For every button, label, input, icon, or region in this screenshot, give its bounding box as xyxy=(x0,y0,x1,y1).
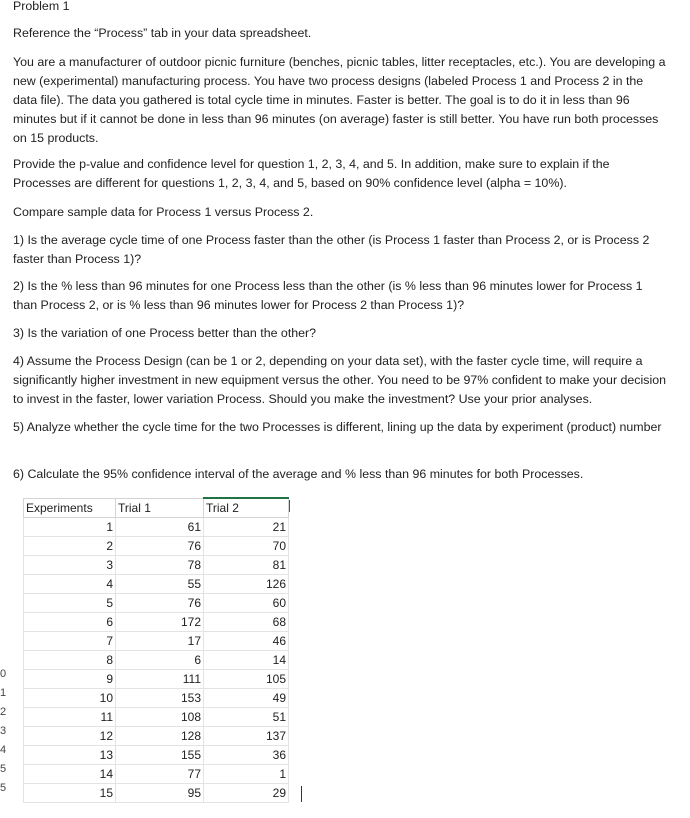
question-6: 6) Calculate the 95% confidence interval of the average and % less than 96 minutes for both Processes. xyxy=(13,467,584,481)
paragraph-instructions: Provide the p-value and confidence level for question 1, 2, 3, 4, and 5. In addition, make sure to explain if the Processes are different for questions 1, 2, 3, 4, and 5, based on 90% confidence level (alpha = 10%). xyxy=(13,157,610,190)
cell-trial-2[interactable]: 21 xyxy=(204,518,289,537)
cell-trial-1[interactable]: 76 xyxy=(116,537,204,556)
cell-trial-1[interactable]: 128 xyxy=(116,727,204,746)
table-row xyxy=(24,708,289,727)
table-row xyxy=(24,746,289,765)
cell-trial-2[interactable]: 29 xyxy=(204,784,289,803)
cell-experiment[interactable]: 13 xyxy=(24,746,116,765)
table-row xyxy=(24,784,289,803)
spreadsheet-excerpt xyxy=(0,494,313,818)
cell-experiment[interactable]: 2 xyxy=(24,537,116,556)
text-cursor xyxy=(301,786,302,802)
cell-trial-2[interactable]: 137 xyxy=(204,727,289,746)
cell-trial-2[interactable]: 49 xyxy=(204,689,289,708)
cell-experiment[interactable]: 5 xyxy=(24,594,116,613)
question-5: 5) Analyze whether the cycle time for the two Processes is different, lining up the data by experiment (product) number xyxy=(13,420,662,434)
cell-experiment[interactable]: 3 xyxy=(24,556,116,575)
problem-title: Problem 1 xyxy=(13,0,70,13)
paragraph-intro: You are a manufacturer of outdoor picnic furniture (benches, picnic tables, litter receptacles, etc.). You are developing a new (experimental) manufacturing process. You have two process designs (labeled Process 1 and Process 2 in the data file). The data you gathered is total cycle time in minutes. Faster is better. The goal is to do it in less than 96 minutes but if it cannot be done in less than 96 minutes (on average) faster is still better. You have run both processes on 15 products. xyxy=(13,55,666,145)
cell-experiment[interactable]: 4 xyxy=(24,575,116,594)
table-row xyxy=(24,670,289,689)
question-2: 2) Is the % less than 96 minutes for one Process less than the other (is % less than 96 minutes lower for Process 1 than Process 2, or is % less than 96 minutes lower for Process 2 than Process 1)? xyxy=(13,279,643,312)
table-row xyxy=(24,651,289,670)
cell-experiment[interactable]: 12 xyxy=(24,727,116,746)
cell-trial-2[interactable]: 70 xyxy=(204,537,289,556)
table-row xyxy=(24,518,289,537)
cell-experiment[interactable]: 6 xyxy=(24,613,116,632)
data-table xyxy=(23,497,289,803)
cell-trial-1[interactable]: 61 xyxy=(116,518,204,537)
table-row xyxy=(24,632,289,651)
cell-trial-2[interactable]: 36 xyxy=(204,746,289,765)
cell-trial-1[interactable]: 108 xyxy=(116,708,204,727)
cell-experiment[interactable]: 8 xyxy=(24,651,116,670)
cell-trial-2[interactable]: 60 xyxy=(204,594,289,613)
cell-trial-1[interactable]: 153 xyxy=(116,689,204,708)
cell-trial-2[interactable]: 46 xyxy=(204,632,289,651)
table-row xyxy=(24,613,289,632)
cell-trial-2[interactable]: 1 xyxy=(204,765,289,784)
cell-trial-1[interactable]: 6 xyxy=(116,651,204,670)
cell-experiment[interactable]: 7 xyxy=(24,632,116,651)
cell-experiment[interactable]: 9 xyxy=(24,670,116,689)
cell-experiment[interactable]: 10 xyxy=(24,689,116,708)
cell-trial-1[interactable]: 155 xyxy=(116,746,204,765)
table-row xyxy=(24,594,289,613)
cell-trial-1[interactable]: 17 xyxy=(116,632,204,651)
paragraph-compare: Compare sample data for Process 1 versus Process 2. xyxy=(13,205,314,219)
cell-trial-2[interactable]: 51 xyxy=(204,708,289,727)
cell-trial-1[interactable]: 76 xyxy=(116,594,204,613)
cell-experiment[interactable]: 1 xyxy=(24,518,116,537)
cell-trial-2[interactable]: 105 xyxy=(204,670,289,689)
table-row xyxy=(24,689,289,708)
cell-experiment[interactable]: 14 xyxy=(24,765,116,784)
question-1: 1) Is the average cycle time of one Process faster than the other (is Process 1 faster than Process 2, or is Process 2 faster than Process 1)? xyxy=(13,233,650,266)
table-row xyxy=(24,765,289,784)
header-trial-1[interactable]: Trial 1 xyxy=(116,498,204,518)
table-row xyxy=(24,537,289,556)
table-row xyxy=(24,575,289,594)
cell-experiment[interactable]: 15 xyxy=(24,784,116,803)
cell-trial-2[interactable]: 126 xyxy=(204,575,289,594)
column-edge xyxy=(289,500,290,512)
table-header-row xyxy=(24,498,289,518)
cell-trial-1[interactable]: 55 xyxy=(116,575,204,594)
cell-trial-1[interactable]: 78 xyxy=(116,556,204,575)
table-row xyxy=(24,727,289,746)
paragraph-reference: Reference the “Process” tab in your data spreadsheet. xyxy=(13,26,312,40)
row-number-gutter: 0 1 2 3 4 5 5 xyxy=(0,668,7,794)
cell-experiment[interactable]: 11 xyxy=(24,708,116,727)
question-3: 3) Is the variation of one Process better than the other? xyxy=(13,326,317,340)
cell-trial-2[interactable]: 14 xyxy=(204,651,289,670)
question-4: 4) Assume the Process Design (can be 1 or 2, depending on your data set), with the faster cycle time, will require a significantly higher investment in new equipment versus the other. You need to be 97% confident to make your decision to invest in the faster, lower variation Process. Should you make the investment? Use your prior analyses. xyxy=(13,354,666,406)
cell-trial-1[interactable]: 95 xyxy=(116,784,204,803)
header-experiments[interactable]: Experiments xyxy=(24,498,116,518)
cell-trial-1[interactable]: 111 xyxy=(116,670,204,689)
cell-trial-1[interactable]: 172 xyxy=(116,613,204,632)
cell-trial-2[interactable]: 68 xyxy=(204,613,289,632)
cell-trial-1[interactable]: 77 xyxy=(116,765,204,784)
table-row xyxy=(24,556,289,575)
header-trial-2[interactable]: Trial 2 xyxy=(204,498,289,518)
cell-trial-2[interactable]: 81 xyxy=(204,556,289,575)
